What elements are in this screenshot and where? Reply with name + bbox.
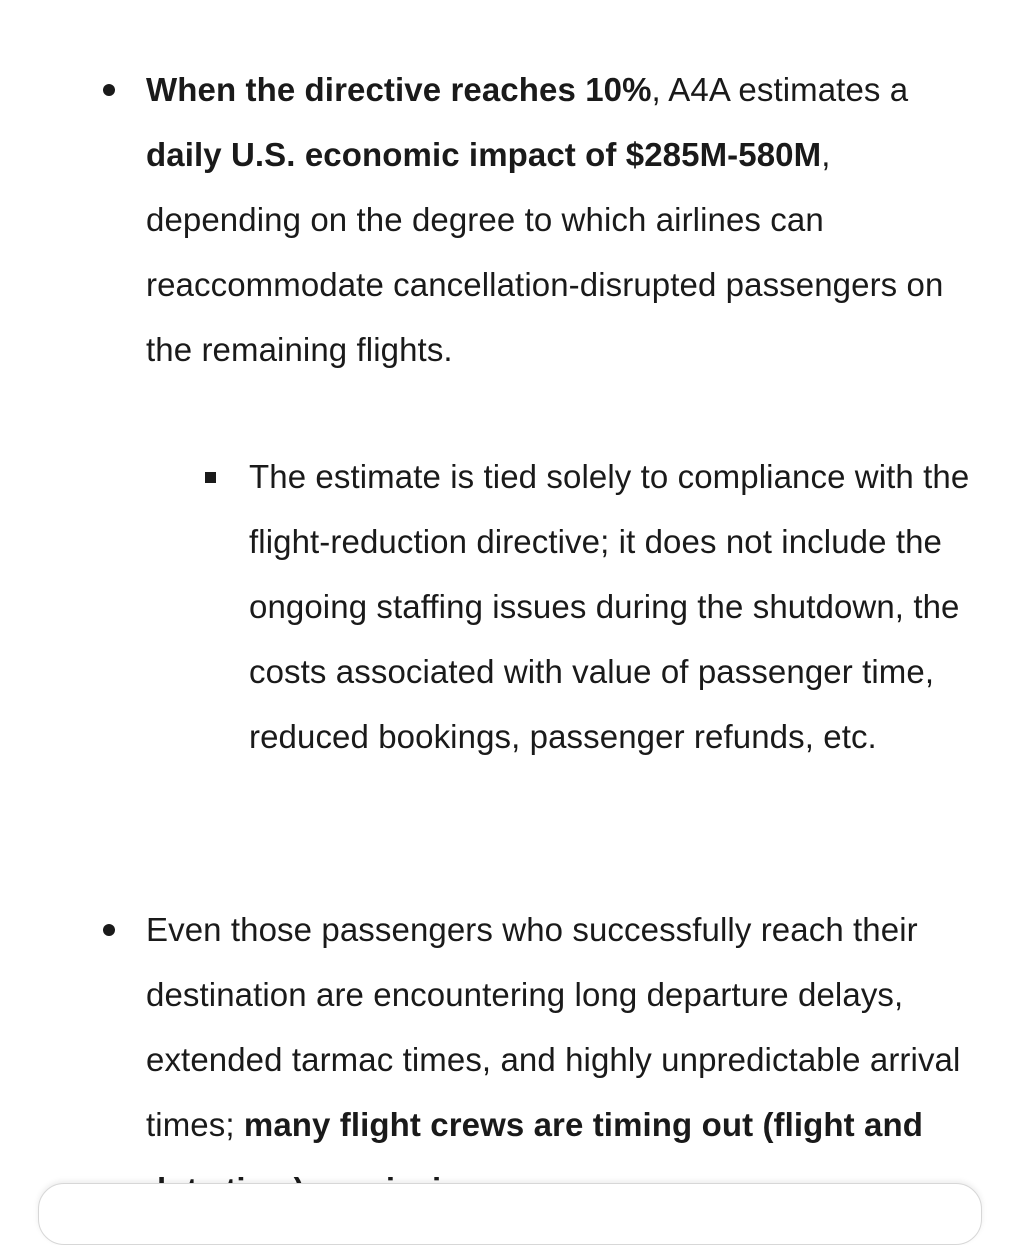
bold-directive-10-percent: When the directive reaches 10%	[146, 71, 652, 108]
bottom-sheet-overlay[interactable]	[38, 1183, 982, 1245]
bullet-square-icon	[205, 472, 216, 483]
text-a4a-estimates: , A4A estimates a	[651, 71, 909, 108]
bold-daily-impact: daily U.S. economic impact of $285M-580M	[146, 136, 822, 173]
text-estimate-tied: The estimate is tied solely to compliance with the flight-reduction directive; it does not include the ongoing staffing issues during the shutdown, the costs associated with value of passenger time, reduced bookings, passenger refunds, etc.	[249, 458, 970, 755]
text-even-those-passengers: Even those passengers who successfully reach their destination are encountering long departure delays, extended tarmac times, and highly unpredictable arrival times;	[146, 911, 961, 1143]
bullet-dot-icon	[103, 924, 115, 936]
bold-flight-crews: many flight crews are timing out (flight and	[243, 1106, 924, 1143]
text-depending-on-degree: , depending on the degree to which airlines can reaccommodate cancellation-disrupted passengers on the remaining flights.	[146, 136, 944, 368]
sub-bullet-estimate-note	[249, 444, 989, 769]
bullet-item-passenger-delays	[146, 897, 986, 1222]
bullet-item-economic-impact	[146, 57, 986, 382]
bullet-dot-icon	[103, 84, 115, 96]
